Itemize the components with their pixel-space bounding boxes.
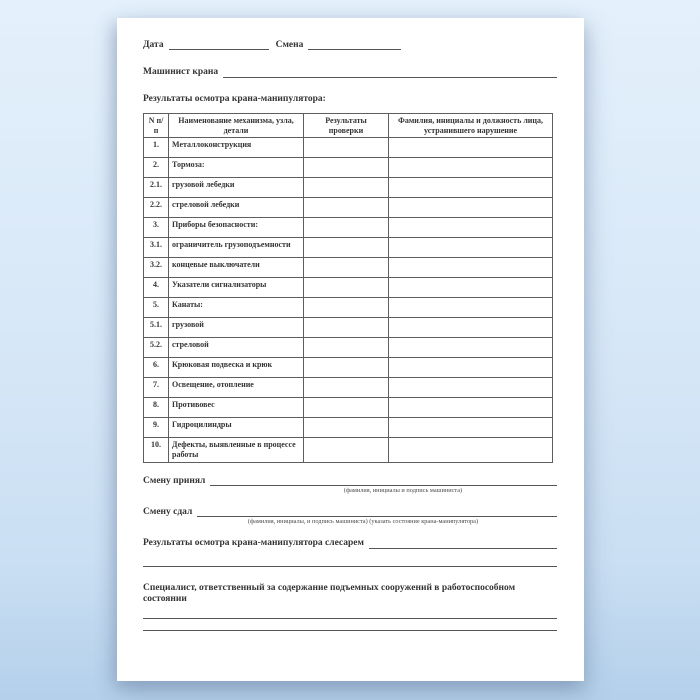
row-name-cell: Тормоза: <box>169 158 304 178</box>
row-fixer-cell <box>389 298 553 318</box>
specialist-line-1 <box>143 617 557 619</box>
table-row <box>144 398 553 418</box>
row-name-cell: Гидроцилиндры <box>169 418 304 438</box>
table-row <box>144 218 553 238</box>
operator-blank-line <box>223 73 557 78</box>
row-fixer-cell <box>389 378 553 398</box>
row-fixer-cell <box>389 218 553 238</box>
specialist-label: Специалист, ответственный за содержание подъемных сооружений в работоспособном состоянии <box>143 582 516 604</box>
header-name: Наименование механизма, узла, детали <box>169 113 304 138</box>
shift-received-blank-line <box>210 481 557 486</box>
header-fixer: Фамилия, инициалы и должность лица, устранившего нарушение <box>389 113 553 138</box>
table-row <box>144 358 553 378</box>
row-name-cell: грузовой лебедки <box>169 178 304 198</box>
row-fixer-cell <box>389 398 553 418</box>
row-name-cell: Освещение, отопление <box>169 378 304 398</box>
table-row <box>144 318 553 338</box>
row-fixer-cell <box>389 258 553 278</box>
row-number-cell: 5.1. <box>144 318 169 338</box>
row-result-cell <box>304 138 389 158</box>
row-name-cell: Канаты: <box>169 298 304 318</box>
row-fixer-cell <box>389 238 553 258</box>
row-fixer-cell <box>389 158 553 178</box>
table-row <box>144 158 553 178</box>
specialist-line-2 <box>143 629 557 631</box>
table-row <box>144 298 553 318</box>
row-result-cell <box>304 378 389 398</box>
row-name-cell: стреловой <box>169 338 304 358</box>
table-body <box>144 138 553 463</box>
table-row <box>144 378 553 398</box>
row-result-cell <box>304 438 389 463</box>
row-name-cell: Дефекты, выявленные в процессе работы <box>169 438 304 463</box>
table-row <box>144 438 553 463</box>
row-fixer-cell <box>389 138 553 158</box>
row-name-cell: грузовой <box>169 318 304 338</box>
date-blank-line <box>169 45 269 50</box>
row-number-cell: 2.1. <box>144 178 169 198</box>
row-result-cell <box>304 398 389 418</box>
document-page <box>117 18 584 681</box>
row-fixer-cell <box>389 178 553 198</box>
operator-row <box>143 67 557 77</box>
row-number-cell: 1. <box>144 138 169 158</box>
table-row <box>144 178 553 198</box>
row-fixer-cell <box>389 418 553 438</box>
row-result-cell <box>304 318 389 338</box>
row-name-cell: концевые выключатели <box>169 258 304 278</box>
header-num: N п/п <box>144 113 169 138</box>
row-fixer-cell <box>389 438 553 463</box>
locksmith-blank-line <box>369 544 557 549</box>
row-fixer-cell <box>389 358 553 378</box>
row-name-cell: стреловой лебедки <box>169 198 304 218</box>
shift-blank-line <box>308 45 401 50</box>
row-result-cell <box>304 198 389 218</box>
row-number-cell: 2. <box>144 158 169 178</box>
shift-handed-caption: (фамилия, инициалы, и подпись машиниста) (указать состояние крана-манипулятора) <box>247 518 479 526</box>
row-result-cell <box>304 278 389 298</box>
inspection-table <box>143 113 553 463</box>
row-number-cell: 3. <box>144 218 169 238</box>
row-number-cell: 3.1. <box>144 238 169 258</box>
table-header-row <box>144 113 553 138</box>
row-number-cell: 4. <box>144 278 169 298</box>
row-name-cell: Приборы безопасности: <box>169 218 304 238</box>
row-fixer-cell <box>389 198 553 218</box>
row-result-cell <box>304 218 389 238</box>
table-row <box>144 338 553 358</box>
row-number-cell: 10. <box>144 438 169 463</box>
table-row <box>144 278 553 298</box>
row-fixer-cell <box>389 278 553 298</box>
shift-label: Смена <box>275 40 304 50</box>
row-result-cell <box>304 238 389 258</box>
table-row <box>144 238 553 258</box>
row-result-cell <box>304 258 389 278</box>
shift-handed-row <box>143 507 557 517</box>
header-result: Результаты проверки <box>304 113 389 138</box>
date-shift-row <box>143 40 557 50</box>
row-fixer-cell <box>389 338 553 358</box>
row-name-cell: Противовес <box>169 398 304 418</box>
row-result-cell <box>304 298 389 318</box>
shift-received-caption: (фамилия, инициалы и подпись машиниста) <box>343 487 463 495</box>
row-number-cell: 6. <box>144 358 169 378</box>
shift-handed-label: Смену сдал <box>143 506 193 517</box>
table-row <box>144 138 553 158</box>
row-name-cell: Металлоконструкция <box>169 138 304 158</box>
table-row <box>144 198 553 218</box>
operator-label: Машинист крана <box>143 67 219 78</box>
locksmith-extra-line <box>143 565 557 567</box>
row-number-cell: 9. <box>144 418 169 438</box>
row-result-cell <box>304 178 389 198</box>
results-title: Результаты осмотра крана-манипулятора: <box>143 93 326 104</box>
shift-received-row <box>143 476 557 486</box>
table-row <box>144 418 553 438</box>
row-number-cell: 5.2. <box>144 338 169 358</box>
row-number-cell: 7. <box>144 378 169 398</box>
row-result-cell <box>304 338 389 358</box>
row-fixer-cell <box>389 318 553 338</box>
row-result-cell <box>304 358 389 378</box>
row-number-cell: 2.2. <box>144 198 169 218</box>
row-name-cell: Крюковая подвеска и крюк <box>169 358 304 378</box>
shift-handed-blank-line <box>197 512 557 517</box>
row-name-cell: Указатели сигнализаторы <box>169 278 304 298</box>
table-row <box>144 258 553 278</box>
locksmith-row <box>143 538 557 548</box>
row-result-cell <box>304 158 389 178</box>
date-label: Дата <box>143 40 164 50</box>
row-name-cell: ограничитель грузоподъемности <box>169 238 304 258</box>
row-result-cell <box>304 418 389 438</box>
row-number-cell: 5. <box>144 298 169 318</box>
locksmith-label: Результаты осмотра крана-манипулятора слесарем <box>143 538 364 549</box>
shift-received-label: Смену принял <box>143 475 206 486</box>
row-number-cell: 8. <box>144 398 169 418</box>
row-number-cell: 3.2. <box>144 258 169 278</box>
